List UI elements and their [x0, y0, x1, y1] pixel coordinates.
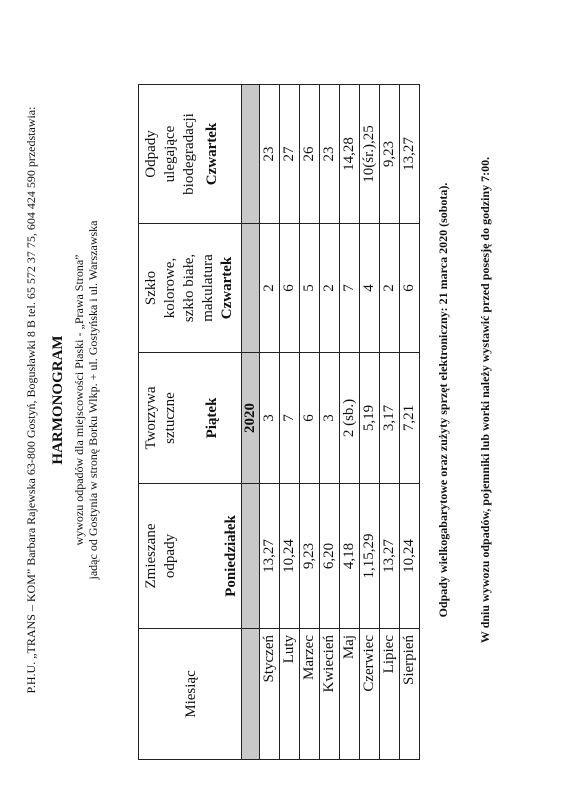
- column-name-line: kolorowe,: [162, 257, 178, 319]
- table-row: [380, 85, 400, 760]
- date-cell: 3: [320, 353, 340, 484]
- date-cell: 6: [300, 353, 320, 484]
- date-cell: 6: [400, 224, 420, 353]
- column-name-line: Odpady: [143, 130, 159, 178]
- column-header-biodegradable: [139, 85, 242, 224]
- column-name-line: sztuczne: [162, 392, 178, 444]
- year-cell-empty: [242, 484, 260, 629]
- date-cell: 9,23: [300, 484, 320, 629]
- date-cell: 10(śr.),25: [360, 85, 380, 224]
- page-title: HARMONOGRAM: [50, 335, 66, 465]
- date-cell: 6,20: [320, 484, 340, 629]
- month-column-header: Miesiąc: [139, 629, 242, 760]
- year-cell-empty: [242, 224, 260, 353]
- month-cell: Lipiec: [380, 629, 400, 760]
- column-header-plastics: [139, 353, 242, 484]
- date-cell: 10,24: [280, 484, 300, 629]
- date-cell: 23: [260, 85, 280, 224]
- date-cell: 4: [360, 224, 380, 353]
- date-cell: 10,24: [400, 484, 420, 629]
- table-row: [360, 85, 380, 760]
- column-name-line: odpady: [162, 533, 178, 579]
- company-header: P.H.U. „TRANS – KOM” Barbara Rajewska 63-800 Gostyń, Bogusławki 8 B tel. 65 572 37 75, 604 424 590 przedstawia:: [24, 106, 38, 694]
- column-name-line: biodegradacji: [181, 113, 197, 195]
- date-cell: 13,27: [400, 85, 420, 224]
- collection-time-note: W dniu wywozu odpadów, pojemniki lub worki należy wystawić przed posesję do godziny 7:00.: [478, 156, 492, 644]
- date-cell: 7,21: [400, 353, 420, 484]
- year-cell-empty: [242, 629, 260, 760]
- subtitle-route: jadąc od Gostynia w stronę Borku Wlkp. + ul. Gostyńska i ul. Warszawska: [86, 220, 100, 580]
- date-cell: 26: [300, 85, 320, 224]
- date-cell: 2: [320, 224, 340, 353]
- date-cell: 1,15,29: [360, 484, 380, 629]
- subtitle-location: wywozu odpadów dla miejscowości Piaski - „Prawa Strona”: [72, 254, 86, 546]
- bulky-waste-note: Odpady wielkogabarytowe oraz zużyty sprzęt elektroniczny: 21 marca 2020 (sobota).: [436, 182, 450, 618]
- month-cell: Luty: [280, 629, 300, 760]
- date-cell: 3,17: [380, 353, 400, 484]
- table-row: [340, 85, 360, 760]
- column-header-glass-paper: [139, 224, 242, 353]
- column-name-line: szkło białe,: [181, 253, 197, 323]
- date-cell: 27: [280, 85, 300, 224]
- month-cell: Czerwiec: [360, 629, 380, 760]
- table-row: [280, 85, 300, 760]
- year-cell-empty: [242, 85, 260, 224]
- date-cell: 7: [280, 353, 300, 484]
- date-cell: 14,28: [340, 85, 360, 224]
- month-cell: Kwiecień: [320, 629, 340, 760]
- table-row: [320, 85, 340, 760]
- month-cell: Styczeń: [260, 629, 280, 760]
- month-cell: Sierpień: [400, 629, 420, 760]
- date-cell: 2: [380, 224, 400, 353]
- column-day: Czwartek: [204, 122, 220, 186]
- column-name-line: Zmieszane: [143, 523, 159, 589]
- date-cell: 7: [340, 224, 360, 353]
- date-cell: 13,27: [380, 484, 400, 629]
- schedule-table-wrapper: [138, 84, 420, 760]
- date-cell: 23: [320, 85, 340, 224]
- date-cell: 9,23: [380, 85, 400, 224]
- column-header-mixed-waste: [139, 484, 242, 629]
- date-cell: 2 (sb.): [340, 353, 360, 484]
- table-row: [300, 85, 320, 760]
- column-name-line: Szkło: [143, 270, 159, 306]
- column-day: Poniedziałek: [223, 515, 239, 597]
- table-row: [260, 85, 280, 760]
- schedule-table-body: [242, 85, 420, 760]
- date-cell: 4,18: [340, 484, 360, 629]
- date-cell: 5: [300, 224, 320, 353]
- month-cell: Maj: [340, 629, 360, 760]
- table-header-row: [139, 85, 242, 760]
- column-name-line: makulatura: [200, 254, 216, 322]
- column-name-line: Tworzywa: [143, 386, 159, 450]
- column-day: Czwartek: [219, 256, 235, 320]
- date-cell: 5,19: [360, 353, 380, 484]
- date-cell: 3: [260, 353, 280, 484]
- date-cell: 2: [260, 224, 280, 353]
- year-cell: 2020: [242, 353, 260, 484]
- date-cell: 13,27: [260, 484, 280, 629]
- year-row: [242, 85, 260, 760]
- month-cell: Marzec: [300, 629, 320, 760]
- schedule-table: [138, 84, 420, 760]
- date-cell: 6: [280, 224, 300, 353]
- table-row: [400, 85, 420, 760]
- column-day: Piątek: [204, 397, 220, 439]
- column-name-line: ulegające: [162, 125, 178, 183]
